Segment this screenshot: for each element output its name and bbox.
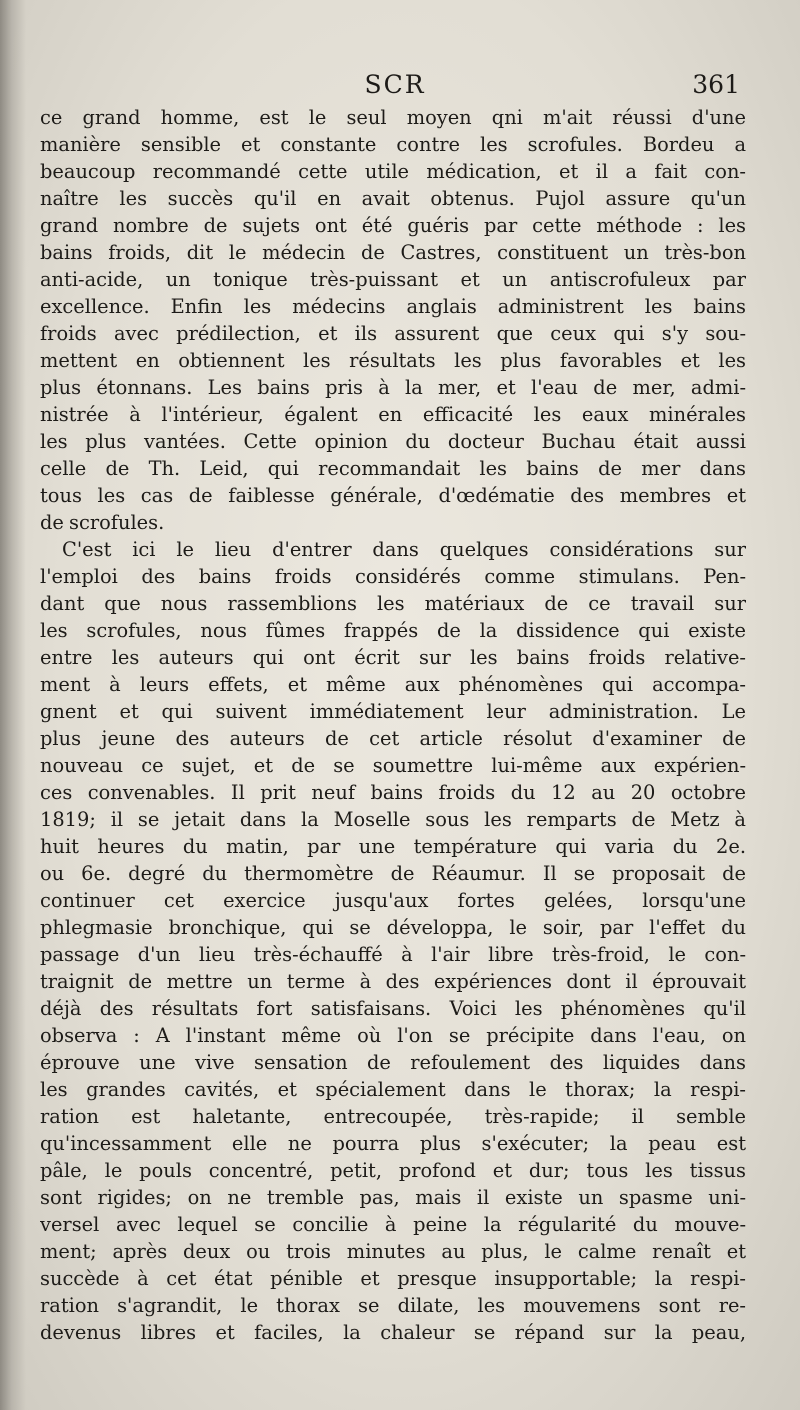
running-title: SCR <box>364 70 426 99</box>
text-line: ce grand homme, est le seul moyen qni m'ait réussi d'une <box>40 106 746 129</box>
text-line: traignit de mettre un terme à des expériences dont il éprouvait <box>40 970 746 993</box>
text-line: versel avec lequel se concilie à peine la régularité du mouve- <box>40 1213 746 1236</box>
text-line: ration s'agrandit, le thorax se dilate, les mouvemens sont re- <box>40 1294 746 1317</box>
page-binding-shadow <box>0 0 26 1410</box>
text-line: excellence. Enfin les médecins anglais administrent les bains <box>40 295 746 318</box>
text-line: anti-acide, un tonique très-puissant et un antiscrofuleux par <box>40 268 746 291</box>
text-line: l'emploi des bains froids considérés comme stimulans. Pen- <box>40 565 746 588</box>
text-line: nistrée à l'intérieur, égalent en efficacité les eaux minérales <box>40 403 746 426</box>
text-line: grand nombre de sujets ont été guéris par cette méthode : les <box>40 214 746 237</box>
text-line: celle de Th. Leid, qui recommandait les bains de mer dans <box>40 457 746 480</box>
text-line: sont rigides; on ne tremble pas, mais il existe un spasme uni- <box>40 1186 746 1209</box>
text-line: observa : A l'instant même où l'on se précipite dans l'eau, on <box>40 1024 746 1047</box>
text-line: C'est ici le lieu d'entrer dans quelques considérations sur <box>62 538 746 561</box>
text-line: succède à cet état pénible et presque insupportable; la respi- <box>40 1267 746 1290</box>
text-line: les scrofules, nous fûmes frappés de la dissidence qui existe <box>40 619 746 642</box>
text-line: naître les succès qu'il en avait obtenus. Pujol assure qu'un <box>40 187 746 210</box>
text-line: ration est haletante, entrecoupée, très-rapide; il semble <box>40 1105 746 1128</box>
text-line: les grandes cavités, et spécialement dans le thorax; la respi- <box>40 1078 746 1101</box>
text-line: plus étonnans. Les bains pris à la mer, et l'eau de mer, admi- <box>40 376 746 399</box>
text-line: continuer cet exercice jusqu'aux fortes gelées, lorsqu'une <box>40 889 746 912</box>
text-line: manière sensible et constante contre les scrofules. Bordeu a <box>40 133 746 156</box>
text-line: huit heures du matin, par une température qui varia du 2e. <box>40 835 746 858</box>
text-line: pâle, le pouls concentré, petit, profond et dur; tous les tissus <box>40 1159 746 1182</box>
text-line: entre les auteurs qui ont écrit sur les bains froids relative- <box>40 646 746 669</box>
body-text <box>40 104 746 1346</box>
text-line: beaucoup recommandé cette utile médication, et il a fait con- <box>40 160 746 183</box>
text-line: bains froids, dit le médecin de Castres, constituent un très-bon <box>40 241 746 264</box>
text-line: déjà des résultats fort satisfaisans. Voici les phénomènes qu'il <box>40 997 746 1020</box>
text-line: ment à leurs effets, et même aux phénomènes qui accompa- <box>40 673 746 696</box>
text-line: ment; après deux ou trois minutes au plus, le calme renaît et <box>40 1240 746 1263</box>
text-line: qu'incessamment elle ne pourra plus s'exécuter; la peau est <box>40 1132 746 1155</box>
text-line: gnent et qui suivent immédiatement leur administration. Le <box>40 700 746 723</box>
text-line: ou 6e. degré du thermomètre de Réaumur. Il se proposait de <box>40 862 746 885</box>
text-line: plus jeune des auteurs de cet article résolut d'examiner de <box>40 727 746 750</box>
text-line: ces convenables. Il prit neuf bains froids du 12 au 20 octobre <box>40 781 746 804</box>
text-line: dant que nous rassemblions les matériaux de ce travail sur <box>40 592 746 615</box>
text-line: nouveau ce sujet, et de se soumettre lui-même aux expérien- <box>40 754 746 777</box>
text-line: phlegmasie bronchique, qui se développa, le soir, par l'effet du <box>40 916 746 939</box>
text-line: froids avec prédilection, et ils assurent que ceux qui s'y sou- <box>40 322 746 345</box>
text-line: passage d'un lieu très-échauffé à l'air libre très-froid, le con- <box>40 943 746 966</box>
text-line: devenus libres et faciles, la chaleur se répand sur la peau, <box>40 1321 746 1344</box>
text-line: éprouve une vive sensation de refoulement des liquides dans <box>40 1051 746 1074</box>
text-line: mettent en obtiennent les résultats les plus favorables et les <box>40 349 746 372</box>
text-line: tous les cas de faiblesse générale, d'œdématie des membres et <box>40 484 746 507</box>
text-line: de scrofules. <box>40 511 165 534</box>
text-line: les plus vantées. Cette opinion du docteur Buchau était aussi <box>40 430 746 453</box>
page-number: 361 <box>692 70 740 99</box>
text-line: 1819; il se jetait dans la Moselle sous les remparts de Metz à <box>40 808 746 831</box>
